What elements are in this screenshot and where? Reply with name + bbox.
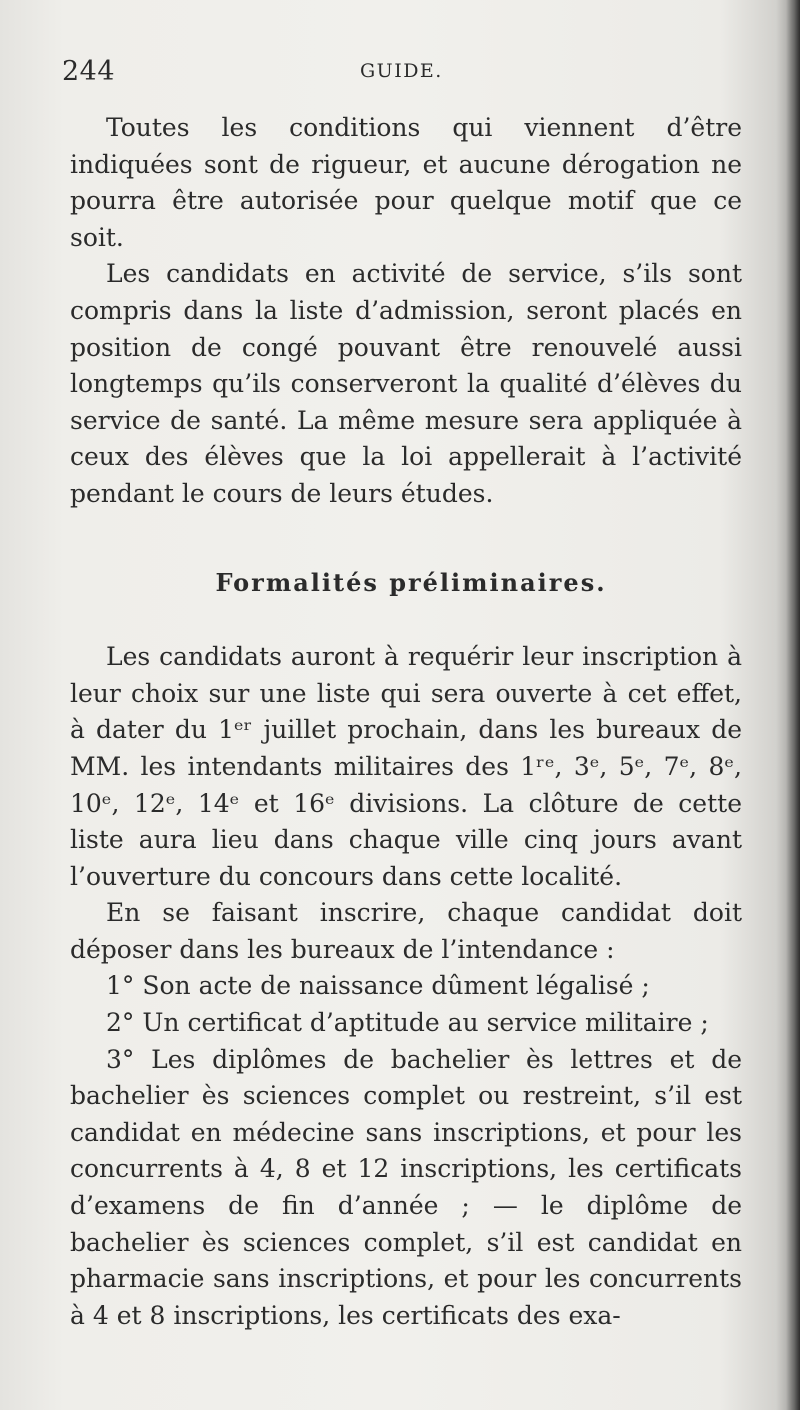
paragraph-registration: Les candidats auront à requérir leur inscription à leur choix sur une liste qui sera ouverte à cet effet, à dater du 1ᵉʳ juillet prochain, dans les bureaux de MM. les intendants militaires des 1ʳᵉ, 3ᵉ, 5ᵉ, 7ᵉ, 8ᵉ, 10ᵉ, 12ᵉ, 14ᵉ et 16ᵉ divisions. La clôture de cette liste aura lieu dans chaque ville cinq jours avant l’ouverture du concours dans cette localité. [70,642,742,891]
page-edge-shadow [786,0,800,1410]
list-item-diplomas: 3° Les diplômes de bachelier ès lettres et de bachelier ès sciences complet ou restreint, s’il est candidat en médecine sans inscriptions, et pour les concurrents à 4, 8 et 12 inscriptions, les certificats d’examens de fin d’année ; — le diplôme de bachelier ès sciences complet, s’il est candidat en pharmacie sans inscriptions, et pour les concurrents à 4 et 8 inscriptions, les certificats des exa- [70,1044,742,1330]
paragraph-active-candidates: Les candidats en activité de service, s’ils sont compris dans la liste d’admission, seront placés en position de congé pouvant être renouvelé aussi longtemps qu’ils conserveront la qualité d’élèves du service de santé. La même mesure sera appliquée à ceux des élèves que la loi appellerait à l’activité pendant le cours de leurs études. [70,259,742,508]
paragraph-documents-intro: En se faisant inscrire, chaque candidat doit déposer dans les bureaux de l’intendance : [70,898,742,964]
paragraph-conditions: Toutes les conditions qui viennent d’être indiquées sont de rigueur, et aucune dérogation ne pourra être autorisée pour quelque motif que ce soit. [70,113,742,252]
page-header [62,56,732,92]
section-heading: Formalités préliminaires. [215,567,607,597]
running-head: GUIDE. [360,60,443,82]
list-item-birth-certificate: 1° Son acte de naissance dûment légalisé ; [106,971,650,1001]
list-item-aptitude-certificate: 2° Un certificat d’aptitude au service militaire ; [106,1008,709,1038]
body-text [70,110,742,1334]
page-number: 244 [62,56,116,87]
